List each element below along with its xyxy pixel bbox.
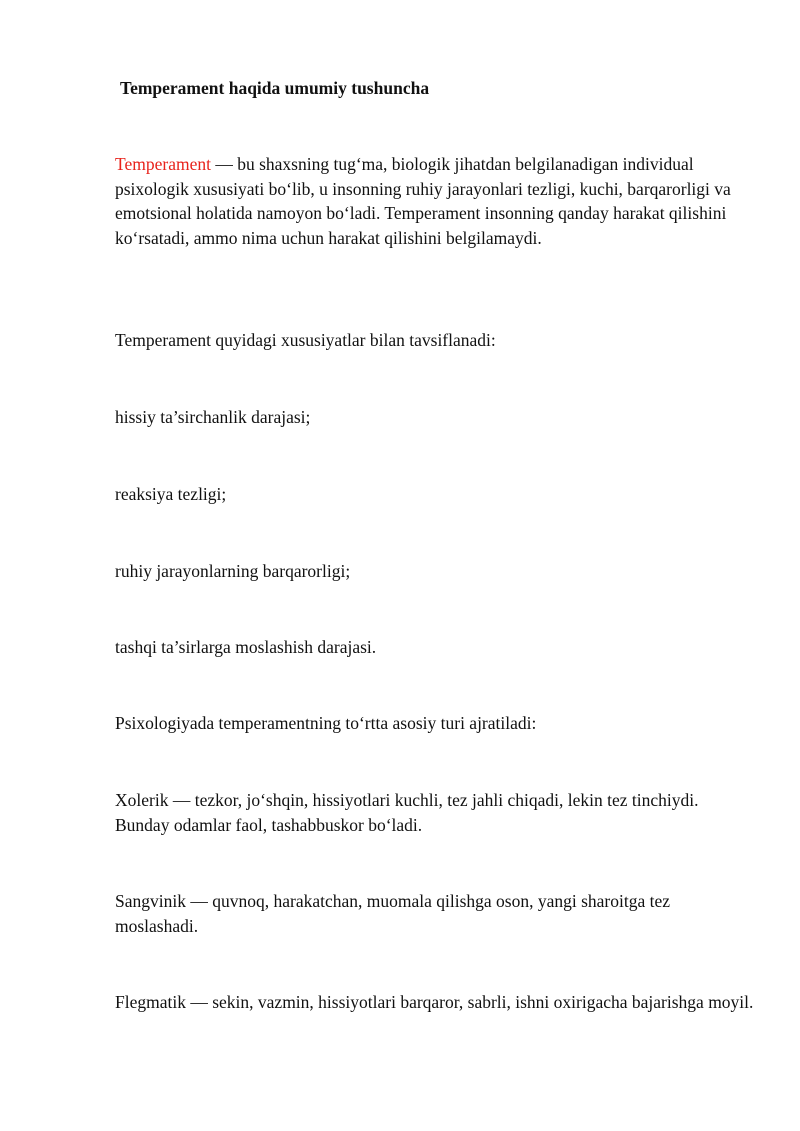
feature-item: hissiy ta’sirchanlik darajasi; <box>115 407 311 427</box>
intro-text: — bu shaxsning tug‘ma, biologik jihatdan belgilanadigan individual psixologik xususiyati bo‘lib, u insonning ruhiy jarayonlari tezligi, kuchi, barqarorligi va emotsional holatida namoyon bo‘ladi. Temperament insonning qanday harakat qilishini ko‘rsatadi, ammo nima uchun harakat qilishini belgilamaydi. <box>115 154 731 248</box>
document-title: Temperament haqida umumiy tushuncha <box>120 78 430 98</box>
feature-item: ruhiy jarayonlarning barqarorligi; <box>115 561 351 581</box>
intro-paragraph <box>115 152 755 250</box>
type-item-xolerik: Xolerik — tezkor, jo‘shqin, hissiyotlari kuchli, tez jahli chiqadi, lekin tez tinchiydi. Bunday odamlar faol, tashabbuskor bo‘ladi. <box>115 790 699 835</box>
feature-item: tashqi ta’sirlarga moslashish darajasi. <box>115 637 377 657</box>
type-item-sangvinik: Sangvinik — quvnoq, harakatchan, muomala qilishga oson, yangi sharoitga tez moslashadi. <box>115 891 671 936</box>
highlighted-term: Temperament <box>115 154 211 174</box>
feature-item: reaksiya tezligi; <box>115 484 227 504</box>
types-heading: Psixologiyada temperamentning to‘rtta asosiy turi ajratiladi: <box>115 713 537 733</box>
features-heading: Temperament quyidagi xususiyatlar bilan tavsiflanadi: <box>115 330 496 350</box>
type-item-flegmatik: Flegmatik — sekin, vazmin, hissiyotlari barqaror, sabrli, ishni oxirigacha bajarishga moyil. <box>115 992 754 1012</box>
